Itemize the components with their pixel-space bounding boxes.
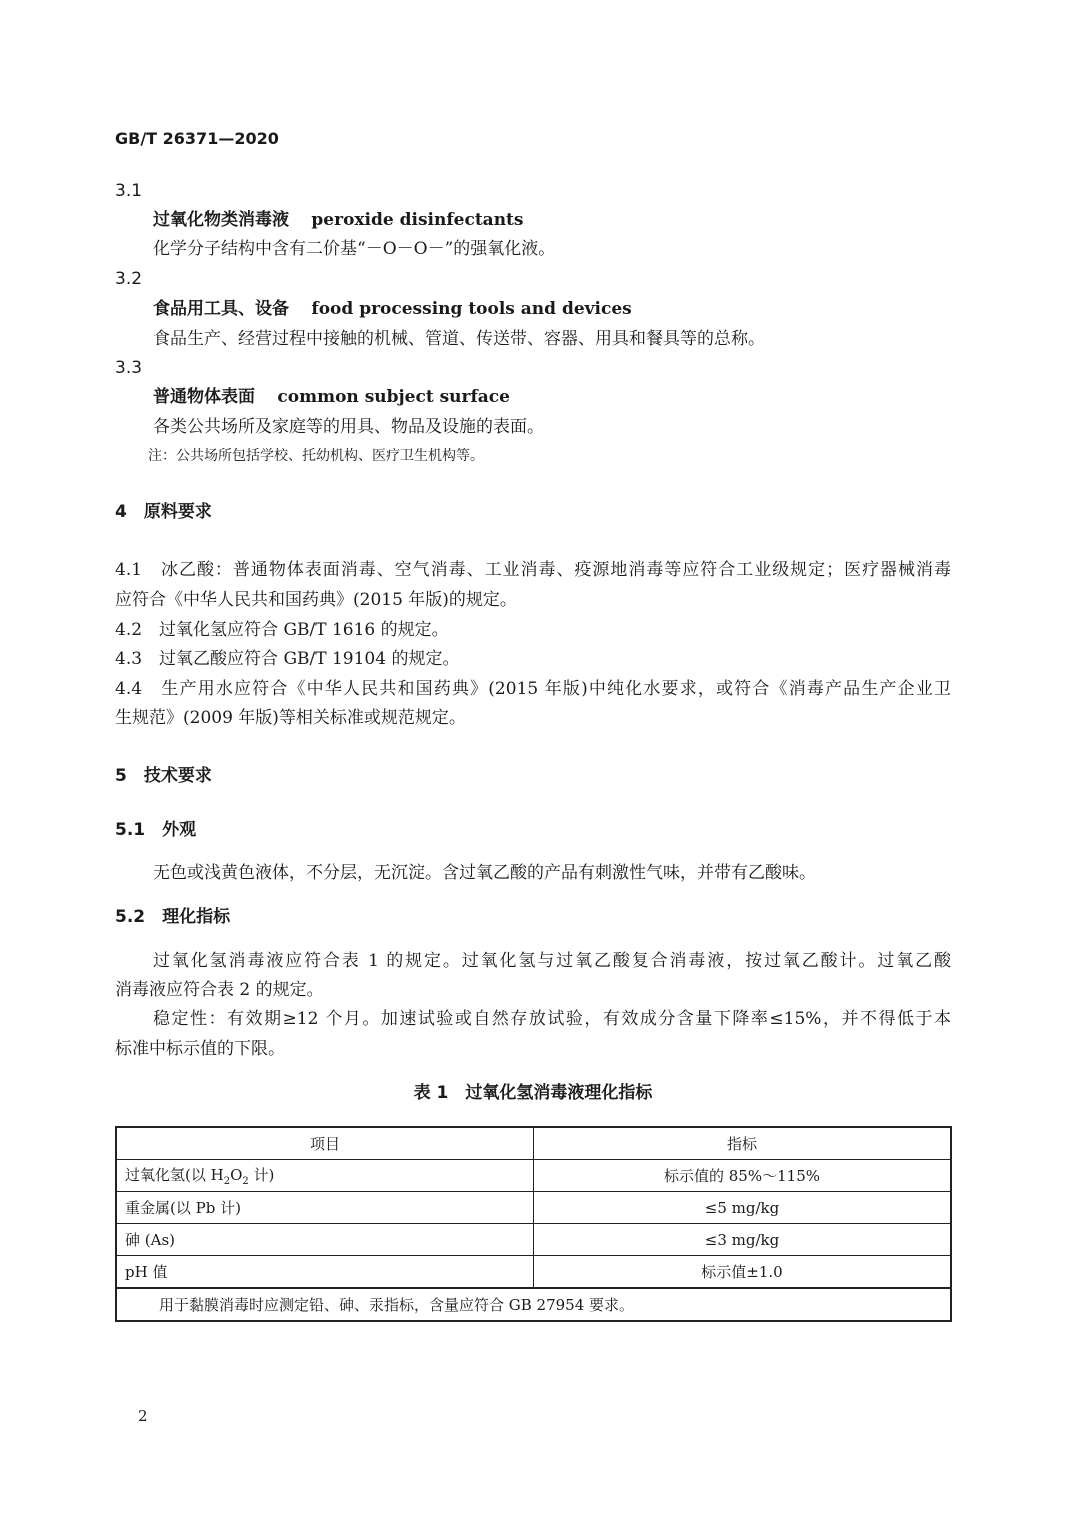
header-cell: 项目 xyxy=(116,1127,534,1160)
standard-number: GB/T 26371—2020 xyxy=(115,129,279,148)
value-cell: 标示值±1.0 xyxy=(534,1256,952,1289)
subsection-heading: 5.2 理化指标 xyxy=(115,907,231,927)
value-cell: ≤3 mg/kg xyxy=(534,1224,952,1256)
value-cell: 标示值的 85%～115% xyxy=(534,1160,952,1192)
clause-line: 应符合《中华人民共和国药典》(2015 年版)的规定。 xyxy=(115,590,517,610)
subsection-heading: 5.1 外观 xyxy=(115,820,197,840)
term-heading xyxy=(153,298,632,320)
section-heading: 4 原料要求 xyxy=(115,502,212,522)
clause-line: 4.2 过氧化氢应符合 GB/T 1616 的规定。 xyxy=(115,620,449,640)
item-cell: pH 值 xyxy=(116,1256,534,1289)
clause-number: 3.2 xyxy=(115,269,143,289)
item-cell: 过氧化氢(以 $H_2O_2$ 计) xyxy=(116,1160,534,1192)
table-footnote-row xyxy=(116,1288,951,1321)
term-en: food processing tools and devices xyxy=(311,299,632,319)
clause-number: 3.1 xyxy=(115,181,143,201)
term-heading xyxy=(153,209,523,231)
clause-line: 4.3 过氧乙酸应符合 GB/T 19104 的规定。 xyxy=(115,649,460,669)
item-cell: 重金属(以 Pb 计) xyxy=(116,1192,534,1224)
term-definition: 各类公共场所及家庭等的用具、物品及设施的表面。 xyxy=(153,417,544,437)
term-en: common subject surface xyxy=(277,387,510,407)
term-en: peroxide disinfectants xyxy=(311,210,524,230)
paragraph-line: 消毒液应符合表 2 的规定。 xyxy=(115,980,324,1000)
section-heading: 5 技术要求 xyxy=(115,766,212,786)
term-note: 注：公共场所包括学校、托幼机构、医疗卫生机构等。 xyxy=(148,448,484,464)
paragraph: 无色或浅黄色液体，不分层，无沉淀。含过氧乙酸的产品有刺激性气味，并带有乙酸味。 xyxy=(153,863,816,883)
header-cell: 指标 xyxy=(534,1127,952,1160)
term-cn: 过氧化物类消毒液 xyxy=(153,210,289,230)
clause-line: 4.1 冰乙酸：普通物体表面消毒、空气消毒、工业消毒、疫源地消毒等应符合工业级规定；医疗器械消毒 xyxy=(115,560,951,580)
term-heading xyxy=(153,386,510,408)
table-footnote: 用于黏膜消毒时应测定铅、砷、汞指标，含量应符合 GB 27954 要求。 xyxy=(116,1288,951,1321)
table-row xyxy=(116,1224,951,1256)
term-cn: 食品用工具、设备 xyxy=(153,299,289,319)
table-1 xyxy=(115,1126,952,1322)
paragraph-line: 稳定性：有效期≥12 个月。加速试验或自然存放试验，有效成分含量下降率≤15%，并不得低于本 xyxy=(153,1009,951,1029)
term-cn: 普通物体表面 xyxy=(153,387,255,407)
term-definition: 化学分子结构中含有二价基“－O－O－”的强氧化液。 xyxy=(153,239,556,259)
clause-line: 生规范》(2009 年版)等相关标准或规范规定。 xyxy=(115,708,466,728)
paragraph-line: 标准中标示值的下限。 xyxy=(115,1039,285,1059)
page-number: 2 xyxy=(138,1407,148,1425)
value-cell: ≤5 mg/kg xyxy=(534,1192,952,1224)
table-row xyxy=(116,1160,951,1192)
table-header-row xyxy=(116,1127,951,1160)
clause-line: 4.4 生产用水应符合《中华人民共和国药典》(2015 年版)中纯化水要求，或符合《消毒产品生产企业卫 xyxy=(115,679,951,699)
table-row xyxy=(116,1192,951,1224)
item-cell: 砷 (As) xyxy=(116,1224,534,1256)
clause-number: 3.3 xyxy=(115,358,143,378)
table-row xyxy=(116,1256,951,1289)
table-title: 表 1 过氧化氢消毒液理化指标 xyxy=(413,1083,653,1103)
paragraph-line: 过氧化氢消毒液应符合表 1 的规定。过氧化氢与过氧乙酸复合消毒液，按过氧乙酸计。过氧乙酸 xyxy=(153,951,951,971)
term-definition: 食品生产、经营过程中接触的机械、管道、传送带、容器、用具和餐具等的总称。 xyxy=(153,329,765,349)
